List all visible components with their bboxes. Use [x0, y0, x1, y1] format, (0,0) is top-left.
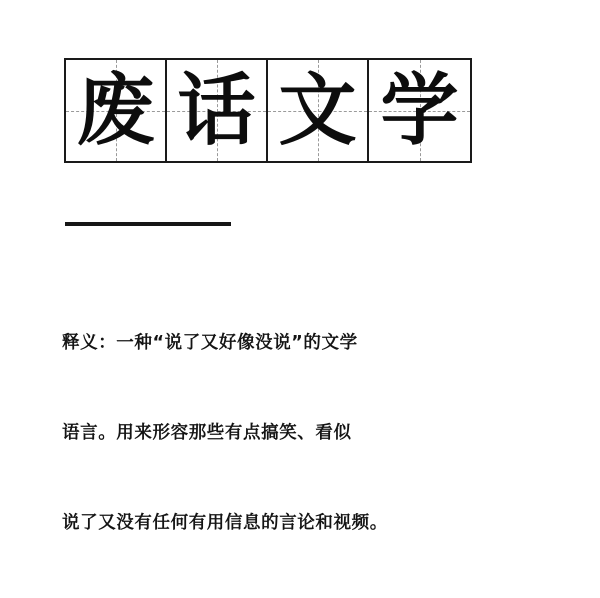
- character-glyph-1: 废: [76, 65, 155, 156]
- character-glyph-3: 文: [278, 65, 357, 156]
- character-glyph-2: 话: [177, 65, 256, 156]
- character-glyph-4: 学: [380, 65, 459, 156]
- character-cell: [66, 60, 167, 161]
- character-cell: [369, 60, 470, 161]
- definition-line-1: 释义：一种“说了又好像没说”的文学: [62, 333, 358, 353]
- definition-line-2: 语言。用来形容那些有点搞笑、看似: [62, 423, 352, 443]
- definition-line-3: 说了又没有任何有用信息的言论和视频。: [62, 513, 388, 533]
- definition-text: [62, 268, 554, 598]
- character-grid: [64, 58, 472, 163]
- character-cell: [167, 60, 268, 161]
- character-cell: [268, 60, 369, 161]
- divider-rule: [65, 222, 231, 226]
